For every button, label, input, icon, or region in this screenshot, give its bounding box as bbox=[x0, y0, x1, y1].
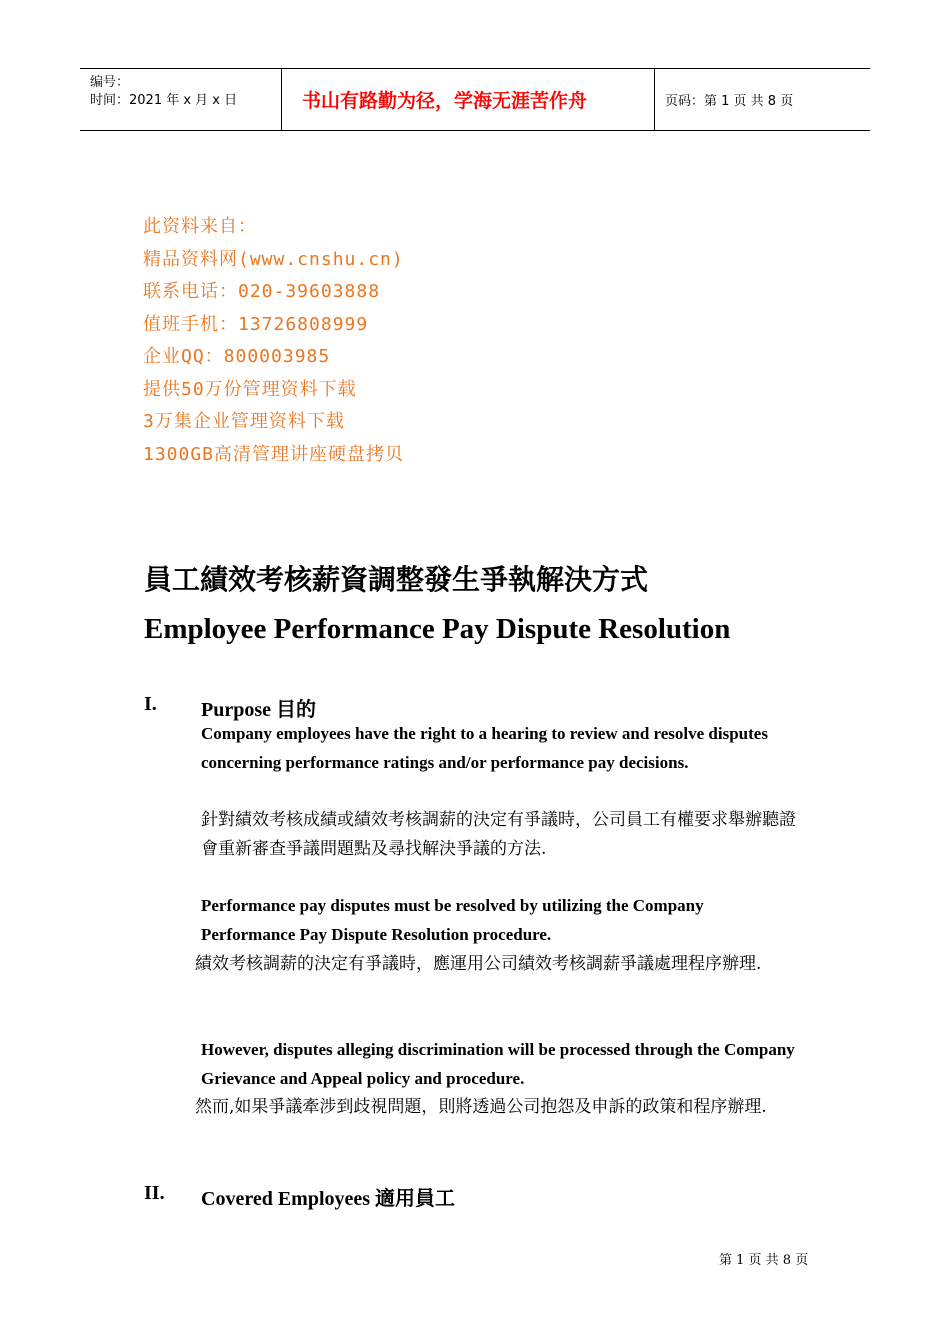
source-line: 提供50万份管理资料下载 bbox=[143, 378, 357, 400]
paragraph-english: However, disputes alleging discrimination will be processed through the Company Grievance and Appeal policy and procedure. bbox=[201, 1040, 795, 1088]
source-line: 1300GB高清管理讲座硬盘拷贝 bbox=[143, 443, 405, 465]
source-line: 此资料来自： bbox=[143, 216, 257, 237]
document-title-english: Employee Performance Pay Dispute Resolution bbox=[144, 613, 731, 645]
source-line: 企业QQ：800003985 bbox=[143, 346, 331, 367]
source-line: 值班手机：13726808999 bbox=[143, 313, 369, 335]
page-header bbox=[80, 68, 870, 131]
source-line: 精品资料网(www.cnshu.cn) bbox=[143, 248, 404, 270]
page-footer: 第 1 页 共 8 页 bbox=[719, 1253, 809, 1268]
header-divider bbox=[654, 69, 655, 130]
section-number: I. bbox=[144, 693, 157, 715]
source-line: 联系电话：020-39603888 bbox=[143, 281, 381, 302]
paragraph-english: Company employees have the right to a hearing to review and resolve disputes concerning performance ratings and/or performance pay decisions. bbox=[201, 724, 768, 772]
document-date: 时间：2021 年 x 月 x 日 bbox=[90, 93, 238, 108]
paragraph-chinese: 然而,如果爭議牽涉到歧視問題，則將透過公司抱怨及申訴的政策和程序辦理. bbox=[195, 1097, 767, 1117]
paragraph-english: Performance pay disputes must be resolved by utilizing the Company Performance Pay Dispute Resolution procedure. bbox=[201, 896, 704, 944]
document-number-label: 编号： bbox=[90, 75, 130, 90]
header-page-info: 页码：第 1 页 共 8 页 bbox=[665, 94, 794, 109]
source-line: 3万集企业管理资料下载 bbox=[143, 411, 345, 432]
paragraph-chinese: 績效考核調薪的決定有爭議時，應運用公司績效考核調薪爭議處理程序辦理. bbox=[195, 954, 762, 974]
header-motto: 书山有路勤为径，学海无涯苦作舟 bbox=[302, 90, 588, 112]
source-info-block bbox=[143, 213, 404, 473]
section-number: II. bbox=[144, 1182, 165, 1204]
section-title: Purpose 目的 bbox=[201, 699, 316, 721]
document-title-chinese: 員工績效考核薪資調整發生爭執解決方式 bbox=[144, 563, 649, 596]
header-divider bbox=[281, 69, 282, 130]
section-title: Covered Employees 適用員工 bbox=[201, 1188, 456, 1210]
paragraph-chinese: 針對績效考核成績或績效考核調薪的決定有爭議時，公司員工有權要求舉辦聽證會重新審查爭議問題點及尋找解決爭議的方法. bbox=[201, 810, 796, 859]
